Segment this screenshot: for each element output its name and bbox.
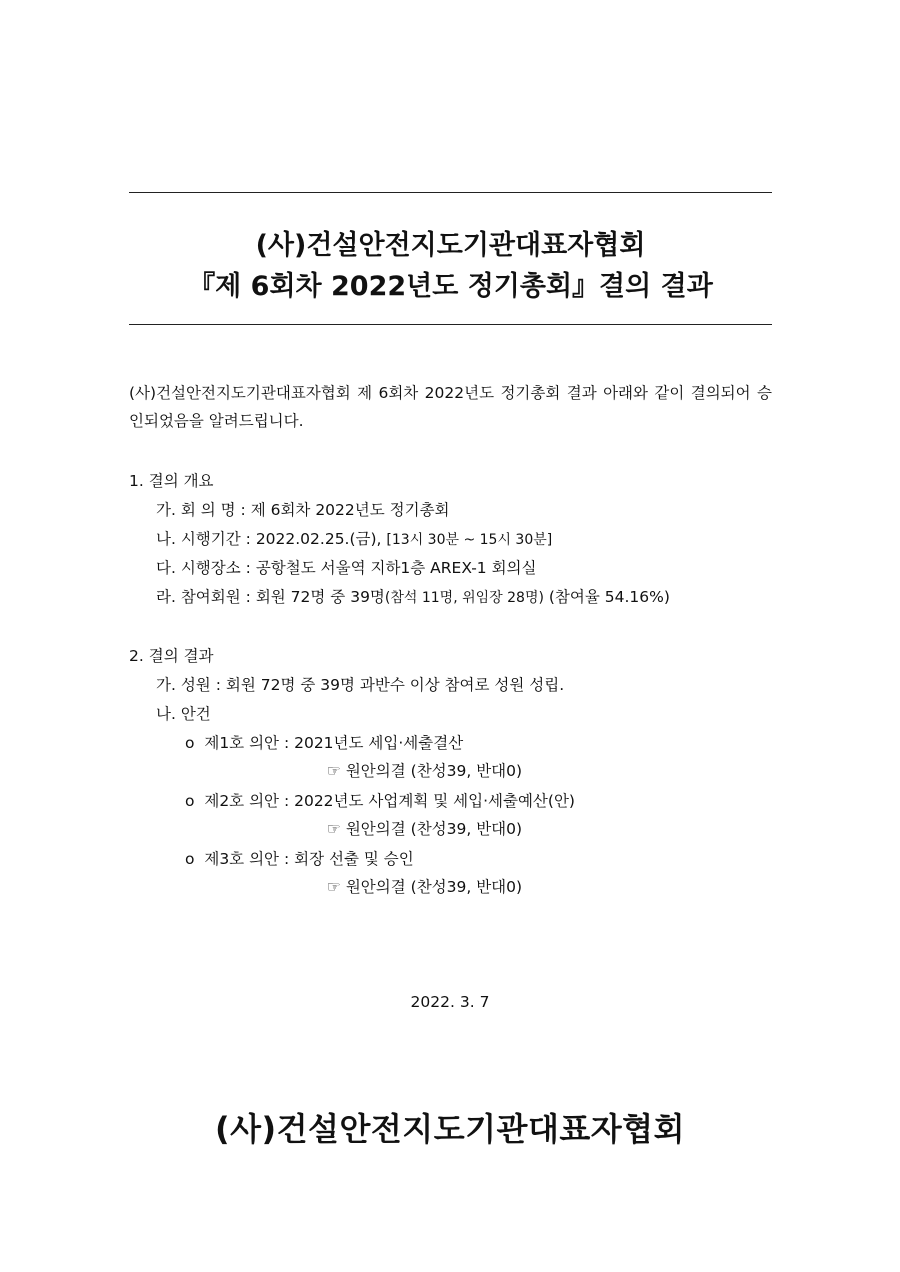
bullet-icon: ο <box>185 850 195 868</box>
overview-item-location: 다. 시행장소 : 공항철도 서울역 지하1층 AREX-1 회의실 <box>156 559 537 577</box>
document-date: 2022. 3. 7 <box>410 993 490 1011</box>
agenda-item-3: ο 제3호 의안 : 회장 선출 및 승인 <box>185 850 414 868</box>
document-title-line2: 『제 6회차 2022년도 정기총회』결의 결과 <box>188 271 713 302</box>
section2-heading: 2. 결의 결과 <box>129 647 214 665</box>
agenda-heading: 나. 안건 <box>156 705 211 723</box>
agenda-item-2: ο 제2호 의안 : 2022년도 사업계획 및 세입·세출예산(안) <box>185 792 575 810</box>
overview-item-participants: 라. 참여회원 : 회원 72명 중 39명(참석 11명, 위임장 28명) (참여율 54.16%) <box>156 588 670 606</box>
bullet-icon: ο <box>185 734 195 752</box>
agenda-item-1: ο 제1호 의안 : 2021년도 세입·세출결산 <box>185 734 464 752</box>
overview-item-period: 나. 시행기간 : 2022.02.25.(금), [13시 30분 ~ 15시 30분] <box>156 530 553 548</box>
bullet-icon: ο <box>185 792 195 810</box>
document-title-line1: (사)건설안전지도기관대표자협회 <box>255 230 646 261</box>
top-rule <box>129 192 772 193</box>
agenda-result-2: ☞ 원안의결 (찬성39, 반대0) <box>327 820 523 838</box>
agenda-result-3: ☞ 원안의결 (찬성39, 반대0) <box>327 878 523 896</box>
section1-heading: 1. 결의 개요 <box>129 472 214 490</box>
overview-item-name: 가. 회 의 명 : 제 6회차 2022년도 정기총회 <box>156 501 450 519</box>
quorum-line: 가. 성원 : 회원 72명 중 39명 과반수 이상 참여로 성원 성립. <box>156 676 565 694</box>
intro-paragraph: (사)건설안전지도기관대표자협회 제 6회차 2022년도 정기총회 결과 아래와 같이 결의되어 승인되었음을 알려드립니다. <box>129 384 772 430</box>
agenda-result-1: ☞ 원안의결 (찬성39, 반대0) <box>327 762 523 780</box>
bottom-rule <box>129 324 772 325</box>
organization-signature: (사)건설안전지도기관대표자협회 <box>214 1110 686 1148</box>
